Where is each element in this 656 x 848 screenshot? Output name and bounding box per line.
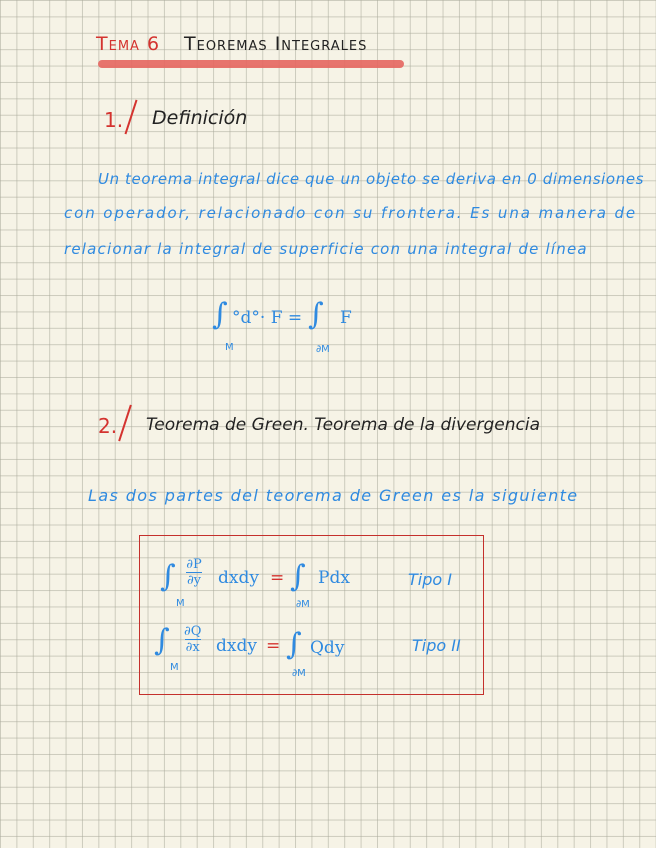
section-2-slash [118, 405, 132, 442]
formula-1-rhs-sub: ∂M [316, 344, 330, 355]
formula-1-lhs-integral: ∫ [212, 297, 228, 332]
green-2-frac-num: ∂Q [184, 624, 202, 639]
green-2-type-label: Tipo II [412, 636, 461, 655]
green-2-lhs-integral: ∫ [154, 623, 170, 658]
paragraph-line-3: relacionar la integral de superficie con una integral de línea [64, 240, 588, 258]
section-1-title: Definición [152, 107, 248, 129]
green-1-lhs-integral: ∫ [160, 559, 176, 594]
green-2-frac-den: ∂x [185, 640, 200, 655]
tema-label: Tema 6 [96, 33, 161, 55]
green-1-rhs-body: Pdx [318, 568, 350, 588]
formula-1-rhs-body: F [340, 308, 352, 328]
section-1-slash [124, 100, 137, 135]
green-1-rhs-sub: ∂M [296, 599, 310, 610]
green-1-lhs-tail: dxdy [218, 568, 259, 588]
green-1-fraction [186, 557, 202, 588]
green-2-lhs-sub: M [170, 662, 179, 673]
green-2-rhs-sub: ∂M [292, 668, 306, 679]
green-2-rhs-integral: ∫ [286, 627, 302, 662]
formula-1-lhs-body: °d°· F = [232, 308, 303, 328]
green-1-type-label: Tipo I [408, 570, 452, 589]
section-2-intro: Las dos partes del teorema de Green es la siguiente [88, 486, 579, 505]
green-1-lhs-sub: M [176, 598, 185, 609]
green-2-lhs-tail: dxdy [216, 636, 257, 656]
green-2-fraction [184, 624, 201, 655]
green-1-frac-den: ∂y [186, 573, 202, 588]
green-2-equals: = [266, 636, 281, 656]
formula-1-lhs-sub: M [225, 342, 234, 353]
formula-1-rhs-integral: ∫ [308, 297, 324, 332]
paragraph-line-1: Un teorema integral dice que un objeto se deriva en 0 dimensiones [98, 170, 645, 188]
paragraph-line-2: con operador, relacionado con su frontera. Es una manera de [64, 204, 637, 222]
green-1-rhs-integral: ∫ [290, 559, 306, 594]
section-1-number: 1. [104, 108, 124, 132]
page-title: Teoremas Integrales [184, 33, 368, 55]
green-1-equals: = [270, 568, 285, 588]
section-2-number: 2. [98, 414, 118, 438]
title-highlight [98, 60, 404, 68]
green-1-frac-num: ∂P [186, 557, 202, 572]
section-2-title: Teorema de Green. Teorema de la divergencia [146, 415, 540, 435]
green-2-rhs-body: Qdy [310, 638, 345, 658]
